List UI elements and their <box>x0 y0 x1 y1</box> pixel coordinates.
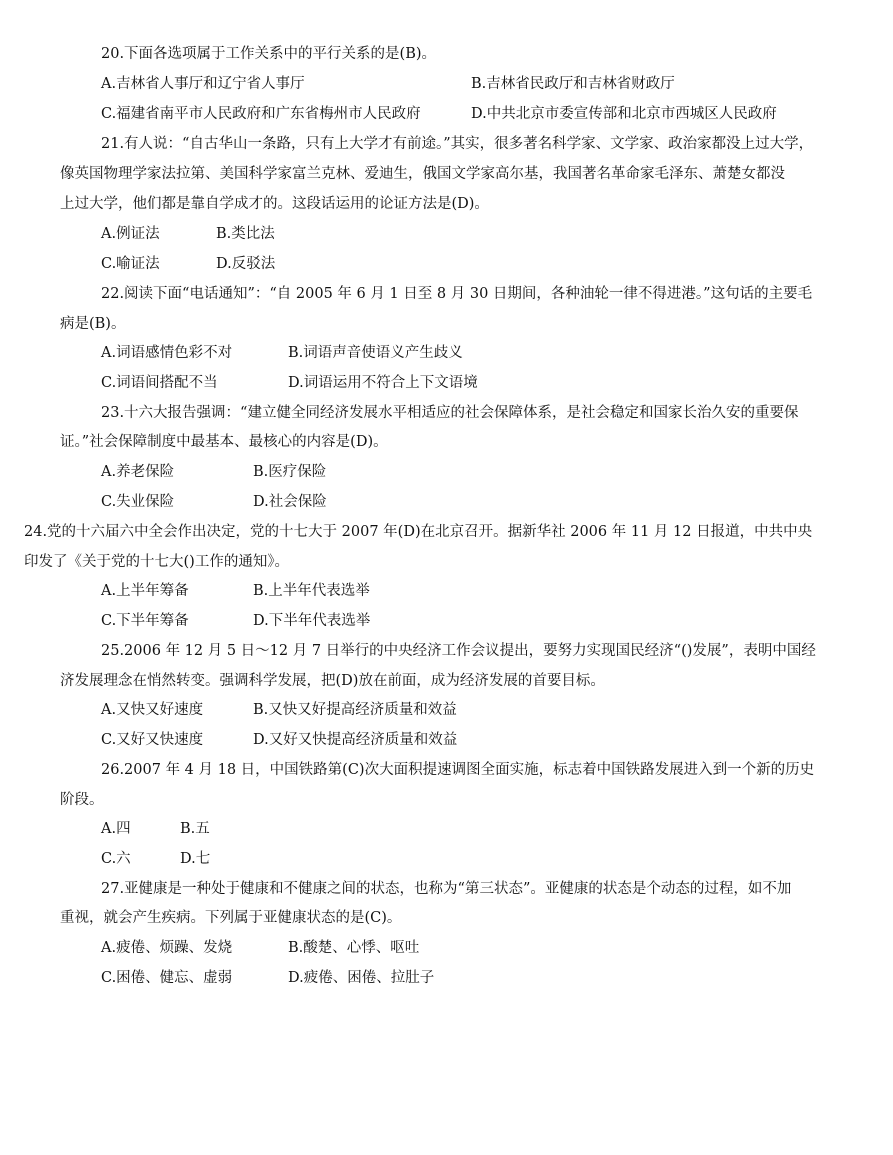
question-21-option-d: D.反驳法 <box>216 256 276 272</box>
question-22-option-a: A.词语感情色彩不对 <box>101 345 233 361</box>
question-21-option-a: A.例证法 <box>101 226 160 242</box>
question-27-option-b: B.酸楚、心悸、呕吐 <box>288 940 420 956</box>
question-25-option-a: A.又快又好速度 <box>101 702 204 718</box>
question-27-stem-line-1: 27.亚健康是一种处于健康和不健康之间的状态，也称为“第三状态”。亚健康的状态是个动态的过程，如不加 <box>101 881 792 897</box>
question-27-stem-line-2: 重视，就会产生疾病。下列属于亚健康状态的是(C)。 <box>60 910 402 926</box>
question-26-option-d: D.七 <box>180 851 211 867</box>
question-22-stem-line-2: 病是(B)。 <box>60 316 126 332</box>
question-24-option-b: B.上半年代表选举 <box>253 583 370 599</box>
question-24-option-c: C.下半年筹备 <box>101 613 189 629</box>
question-26-stem-line-2: 阶段。 <box>60 792 104 808</box>
question-25-option-d: D.又好又快提高经济质量和效益 <box>253 732 458 748</box>
question-25-stem-line-1: 25.2006 年 12 月 5 日～12 月 7 日举行的中央经济工作会议提出，要努力实现国民经济“()发展”，表明中国经 <box>101 643 816 659</box>
question-25-option-c: C.又好又快速度 <box>101 732 204 748</box>
question-27-option-c: C.困倦、健忘、虚弱 <box>101 970 233 986</box>
question-26-option-c: C.六 <box>101 851 131 867</box>
question-22-option-d: D.词语运用不符合上下文语境 <box>288 375 478 391</box>
question-20-option-a: A.吉林省人事厅和辽宁省人事厅 <box>101 76 305 92</box>
question-27-option-d: D.疲倦、困倦、拉肚子 <box>288 970 435 986</box>
question-23-option-d: D.社会保险 <box>253 494 327 510</box>
question-26-option-a: A.四 <box>101 821 131 837</box>
question-22-option-b: B.词语声音使语义产生歧义 <box>288 345 463 361</box>
question-24-option-a: A.上半年筹备 <box>101 583 189 599</box>
question-26-option-b: B.五 <box>180 821 210 837</box>
question-23-stem-line-2: 证。”社会保障制度中最基本、最核心的内容是(D)。 <box>60 434 388 450</box>
question-21-stem-line-2: 像英国物理学家法拉第、美国科学家富兰克林、爱迪生，俄国文学家高尔基，我国著名革命家毛泽东、萧楚女都没 <box>60 166 785 182</box>
question-20-stem: 20.下面各选项属于工作关系中的平行关系的是(B)。 <box>101 46 437 62</box>
question-26-stem-line-1: 26.2007 年 4 月 18 日，中国铁路第(C)次大面积提速调图全面实施，标志着中国铁路发展进入到一个新的历史 <box>101 762 815 778</box>
question-20-option-b: B.吉林省民政厅和吉林省财政厅 <box>471 76 675 92</box>
question-21-stem-line-1: 21.有人说：“自古华山一条路，只有上大学才有前途。”其实，很多著名科学家、文学家、政治家都没上过大学， <box>101 136 814 152</box>
question-21-option-c: C.喻证法 <box>101 256 160 272</box>
question-27-option-a: A.疲倦、烦躁、发烧 <box>101 940 233 956</box>
question-22-stem-line-1: 22.阅读下面“电话通知”：“自 2005 年 6 月 1 日至 8 月 30 日期间，各种油轮一律不得进港。”这句话的主要毛 <box>101 286 813 302</box>
question-24-stem-line-2: 印发了《关于党的十七大()工作的通知》。 <box>24 554 290 570</box>
question-20-option-d: D.中共北京市委宣传部和北京市西城区人民政府 <box>471 106 777 122</box>
question-24-option-d: D.下半年代表选举 <box>253 613 371 629</box>
question-23-option-b: B.医疗保险 <box>253 464 327 480</box>
question-23-option-c: C.失业保险 <box>101 494 175 510</box>
question-25-option-b: B.又快又好提高经济质量和效益 <box>253 702 457 718</box>
question-20-option-c: C.福建省南平市人民政府和广东省梅州市人民政府 <box>101 106 421 122</box>
question-24-stem-line-1: 24.党的十六届六中全会作出决定，党的十七大于 2007 年(D)在北京召开。据新华社 2006 年 11 月 12 日报道，中共中央 <box>24 524 813 540</box>
question-22-option-c: C.词语间搭配不当 <box>101 375 218 391</box>
question-25-stem-line-2: 济发展理念在悄然转变。强调科学发展，把(D)放在前面，成为经济发展的首要目标。 <box>60 673 605 689</box>
question-23-stem-line-1: 23.十六大报告强调：“建立健全同经济发展水平相适应的社会保障体系，是社会稳定和国家长治久安的重要保 <box>101 405 799 421</box>
question-23-option-a: A.养老保险 <box>101 464 175 480</box>
question-21-option-b: B.类比法 <box>216 226 275 242</box>
question-21-stem-line-3: 上过大学，他们都是靠自学成才的。这段话运用的论证方法是(D)。 <box>60 196 489 212</box>
